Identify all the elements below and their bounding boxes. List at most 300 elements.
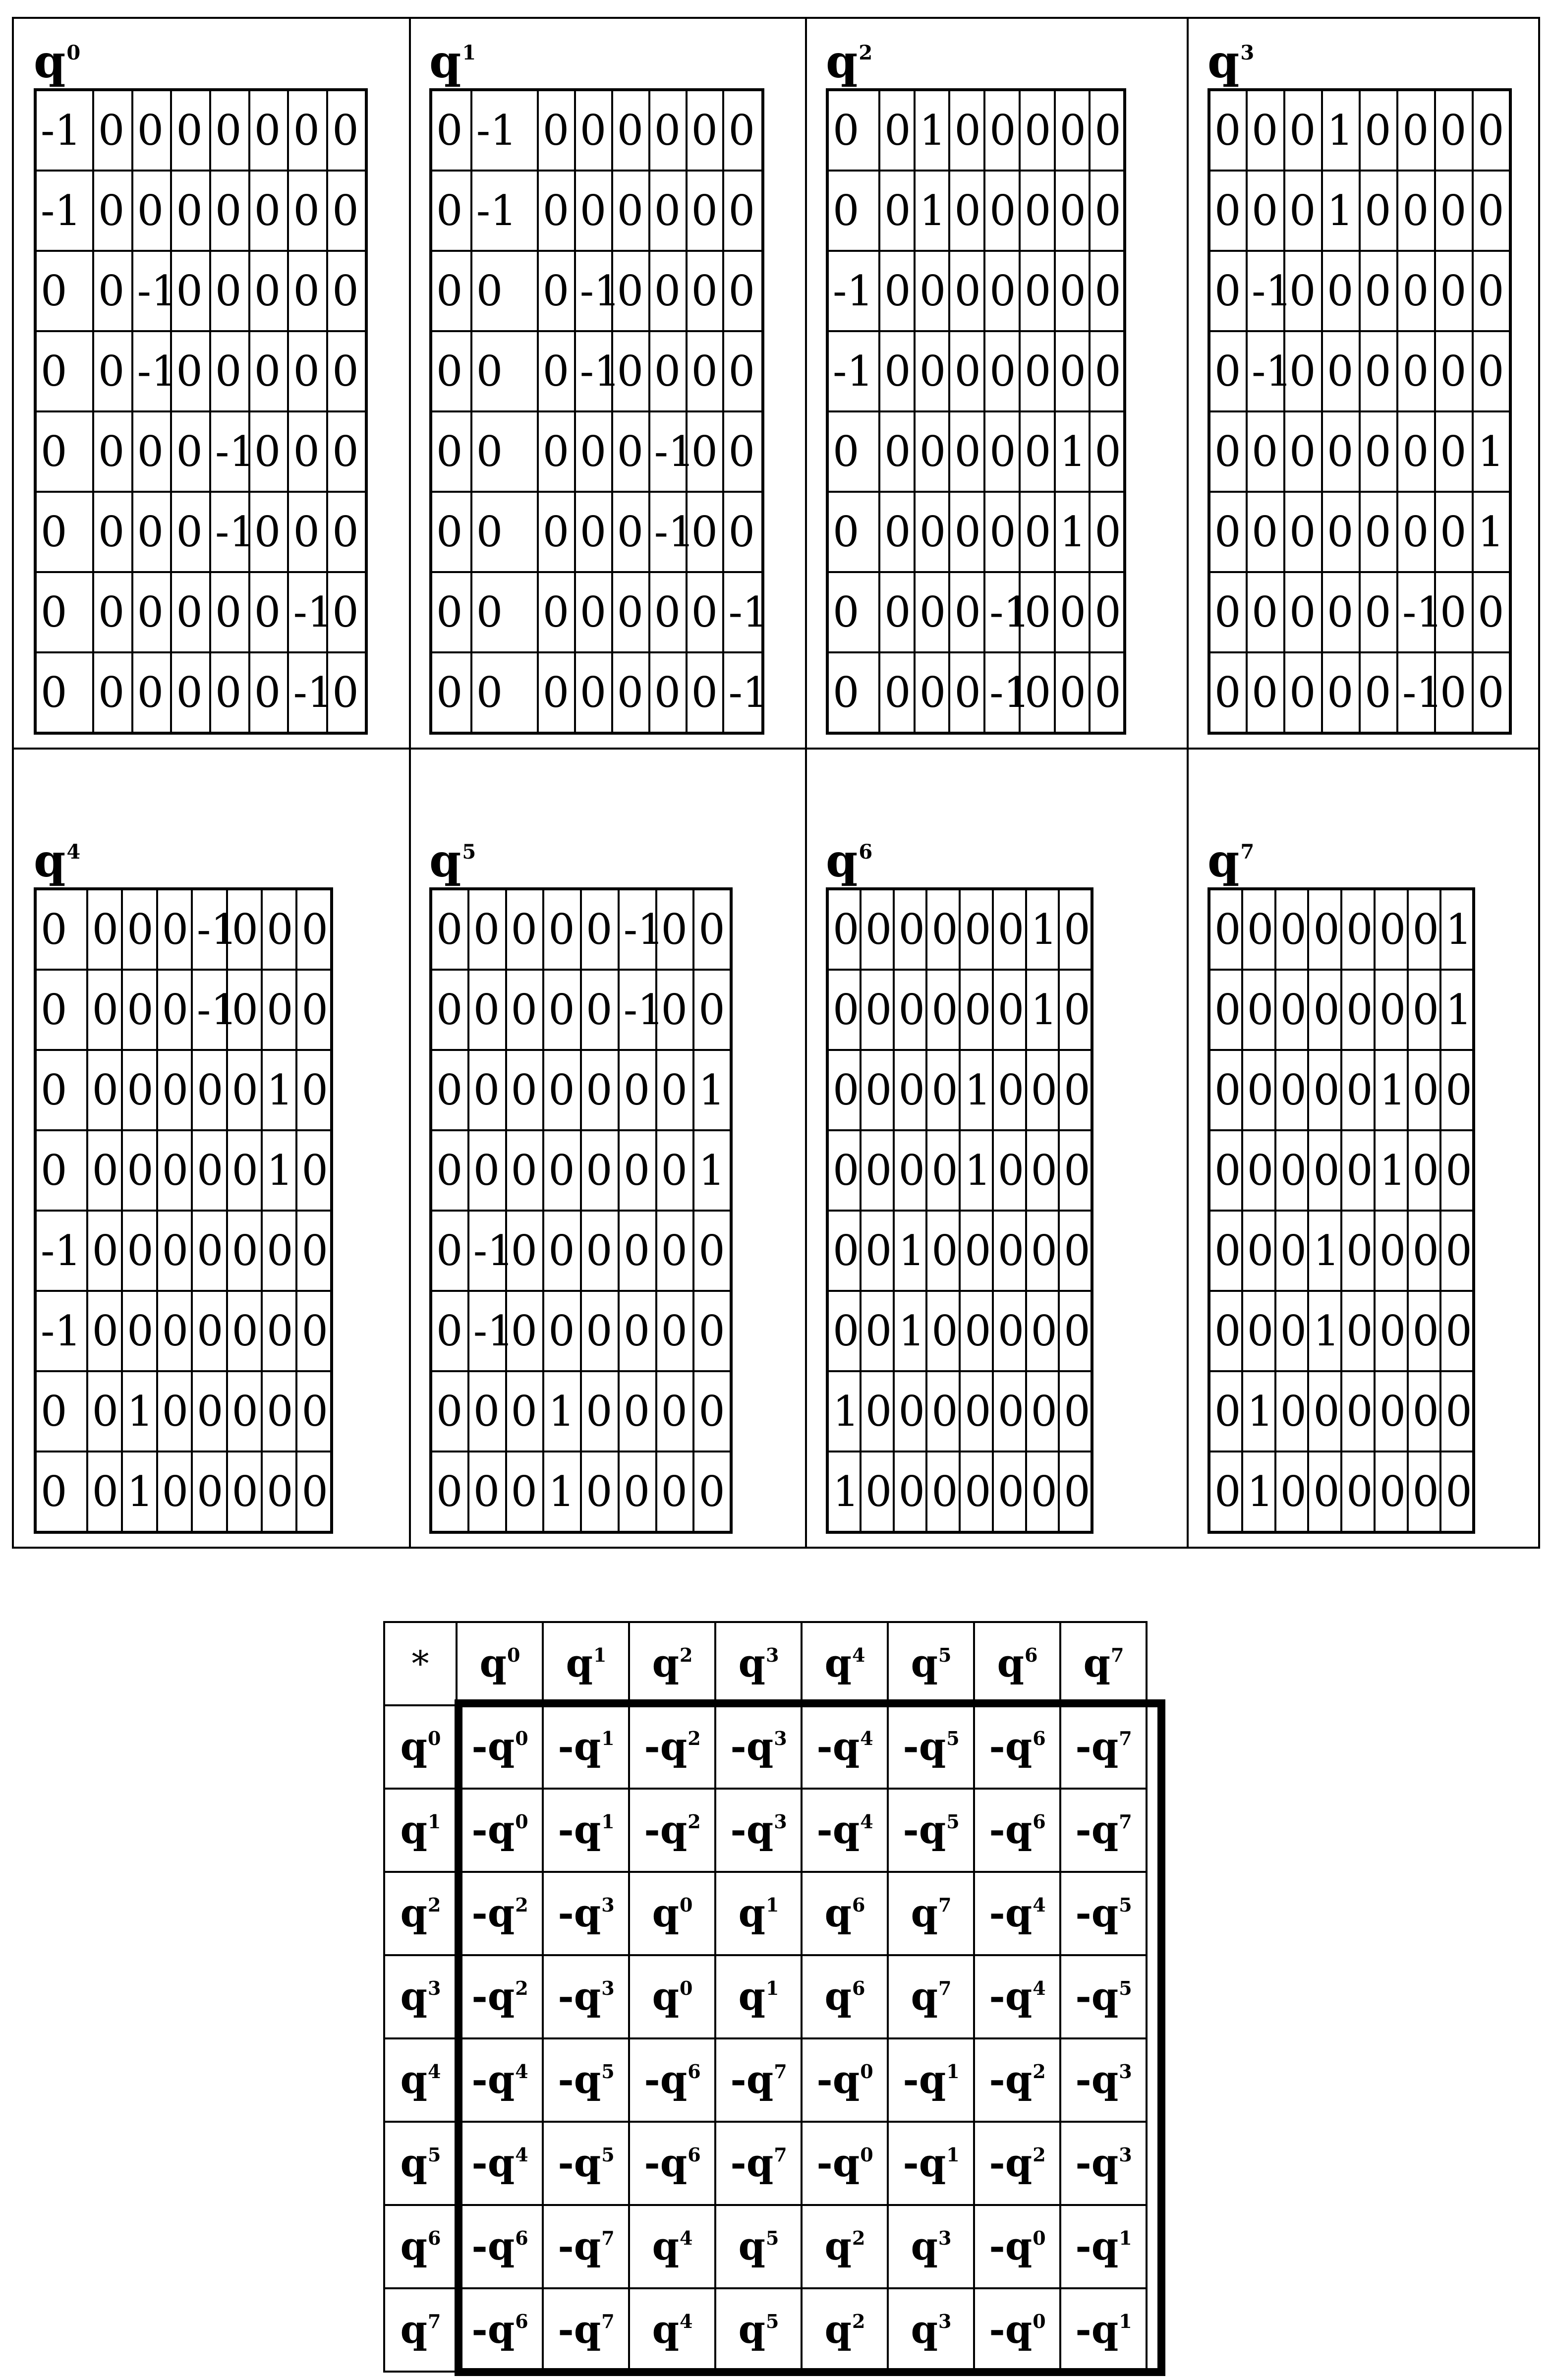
q-index: 6 <box>688 2144 701 2166</box>
matrix-cell: 0 <box>879 652 915 733</box>
matrix-row <box>35 171 366 251</box>
matrix-cell: 0 <box>1026 1211 1059 1291</box>
mult-corner: * <box>384 1622 457 1705</box>
matrix-cell: 0 <box>296 1371 332 1451</box>
matrix-cell: 0 <box>1397 251 1435 331</box>
matrix-cell: 0 <box>1209 970 1242 1050</box>
matrix-cell: 0 <box>687 331 724 411</box>
q-letter: q <box>1207 834 1240 887</box>
matrix-row <box>827 411 1125 492</box>
matrix-cell: 0 <box>227 1371 262 1451</box>
mult-product-cell <box>888 1789 974 1872</box>
matrix-cell: 0 <box>87 1211 122 1291</box>
q-letter: q <box>1005 2141 1033 2186</box>
q-letter: q <box>574 2307 601 2352</box>
matrix-cell: 0 <box>1284 492 1322 572</box>
matrix-row <box>1209 492 1510 572</box>
matrix-cell: 0 <box>1090 572 1125 652</box>
matrix-cell: 0 <box>87 1130 122 1211</box>
matrix-cell: 0 <box>879 90 915 171</box>
matrix-cell: 0 <box>827 1211 861 1291</box>
q-index: 0 <box>860 2060 873 2083</box>
matrix-cell: 0 <box>431 1130 468 1211</box>
mult-product-cell <box>629 1705 715 1789</box>
matrix-cell: 0 <box>1275 1130 1309 1211</box>
matrix-cell: 1 <box>1308 1291 1341 1371</box>
matrix-cell: 0 <box>693 970 731 1050</box>
q-index: 2 <box>515 1977 528 1999</box>
matrix-cell: -1 <box>619 970 656 1050</box>
matrix-cell: 0 <box>1090 90 1125 171</box>
matrix-cell: 0 <box>612 492 649 572</box>
matrix-cell: 0 <box>649 171 687 251</box>
matrix-cell: 0 <box>612 251 649 331</box>
q-index: 0 <box>507 1644 520 1666</box>
matrix-cell: 0 <box>35 1371 87 1451</box>
q-letter: q <box>479 1641 507 1686</box>
q-index: 5 <box>428 2144 441 2166</box>
matrix-cell: 0 <box>1308 970 1341 1050</box>
q-index: 3 <box>774 1810 787 1833</box>
matrix-cell: -1 <box>210 492 249 572</box>
matrix-cell: 0 <box>1284 90 1322 171</box>
matrix-cell: 0 <box>1242 1130 1275 1211</box>
q-letter: q <box>1091 2057 1119 2102</box>
matrix-cell: 0 <box>687 652 724 733</box>
q-letter: q <box>487 1724 515 1769</box>
q-index: 4 <box>860 1727 873 1749</box>
matrix-cell: 0 <box>1209 1291 1242 1371</box>
mult-product-cell <box>802 2288 888 2372</box>
q-letter: q <box>1005 2224 1033 2269</box>
mult-col-header <box>543 1622 629 1705</box>
mult-product-cell <box>1060 1789 1147 1872</box>
matrix-cell: 1 <box>894 1211 927 1291</box>
sign: - <box>558 2141 574 2186</box>
matrix-cell: 0 <box>1020 90 1055 171</box>
matrix-cell: 0 <box>993 1050 1026 1130</box>
matrix-cell: 0 <box>926 970 960 1050</box>
q-letter: q <box>746 1724 774 1769</box>
q-letter: q <box>574 1974 601 2019</box>
matrix-cell: 0 <box>575 492 612 572</box>
matrix-cell: 0 <box>1408 1371 1441 1451</box>
matrix-cell: 0 <box>723 331 763 411</box>
mult-product-cell <box>1060 1705 1147 1789</box>
mult-product-cell <box>1060 2038 1147 2122</box>
matrix-cell: -1 <box>827 331 879 411</box>
sign: - <box>1075 1891 1092 1936</box>
q-index: 5 <box>1119 1977 1132 1999</box>
matrix-row <box>35 1371 332 1451</box>
matrix-cell: 0 <box>1322 411 1360 492</box>
mult-row-header <box>384 2288 457 2372</box>
matrix-cell: 0 <box>192 1211 227 1291</box>
matrix-cell: 0 <box>327 331 366 411</box>
mult-product-cell <box>543 2122 629 2205</box>
matrix-cell: 0 <box>619 1291 656 1371</box>
matrix-cell: 0 <box>693 1211 731 1291</box>
matrix-cell: 0 <box>506 1130 544 1211</box>
matrix-cell: 0 <box>687 411 724 492</box>
matrix-cell: 0 <box>506 1211 544 1291</box>
q-index: 1 <box>766 1977 779 1999</box>
matrix-cell: 0 <box>249 251 288 331</box>
matrix-cell: 0 <box>827 411 879 492</box>
matrix-cell: 0 <box>993 1130 1026 1211</box>
matrix-cell: 0 <box>1375 1211 1408 1291</box>
matrix-cell: 0 <box>157 1211 192 1291</box>
matrix-cell: 0 <box>575 572 612 652</box>
matrix-row <box>827 889 1092 970</box>
q-letter: q <box>997 1641 1025 1686</box>
matrix-q0 <box>34 88 368 735</box>
q-index: 4 <box>852 1644 865 1666</box>
matrix-cell: 0 <box>1055 331 1090 411</box>
sign: - <box>471 1807 488 1853</box>
matrix-cell: 0 <box>227 1291 262 1371</box>
matrix-cell: 0 <box>1322 652 1360 733</box>
q-index: 7 <box>1240 840 1255 864</box>
mult-product-cell <box>974 2288 1060 2372</box>
q-index: 2 <box>688 1727 701 1749</box>
panel-divider-middle <box>14 748 1538 750</box>
matrix-cell: 0 <box>122 1130 157 1211</box>
matrix-cell: 0 <box>1059 1211 1092 1291</box>
mult-product-cell <box>543 1872 629 1955</box>
q-index: 4 <box>860 1810 873 1833</box>
q-index: 2 <box>1033 2060 1046 2083</box>
matrix-cell: 0 <box>1242 1050 1275 1130</box>
q-letter: q <box>652 2224 680 2269</box>
matrix-cell: 0 <box>612 171 649 251</box>
q-letter: q <box>400 1974 428 2019</box>
q-letter: q <box>400 2224 428 2269</box>
mult-product-cell <box>974 1872 1060 1955</box>
matrix-cell: 0 <box>1360 572 1397 652</box>
q-index: 6 <box>852 1977 865 1999</box>
matrix-row <box>431 652 763 733</box>
matrix-cell: 0 <box>1375 889 1408 970</box>
sign: - <box>644 1724 660 1769</box>
mult-product-cell <box>457 1789 543 1872</box>
mult-product-cell <box>629 2288 715 2372</box>
matrix-cell: 0 <box>993 889 1026 970</box>
q-letter: q <box>400 2057 428 2102</box>
mult-product-cell <box>802 1705 888 1789</box>
matrix-cell: 1 <box>1242 1451 1275 1532</box>
matrix-cell: 0 <box>575 652 612 733</box>
matrix-cell: 1 <box>1026 889 1059 970</box>
matrix-cell: 0 <box>1055 572 1090 652</box>
matrix-cell: 0 <box>926 1451 960 1532</box>
matrix-row <box>827 1371 1092 1451</box>
q-letter: q <box>832 2057 860 2102</box>
matrix-cell: 0 <box>915 411 950 492</box>
matrix-cell: 0 <box>122 1291 157 1371</box>
q-index: 0 <box>680 1977 693 1999</box>
matrix-q1 <box>429 88 769 735</box>
matrix-cell: 0 <box>1440 1211 1474 1291</box>
q-index: 5 <box>766 2310 779 2332</box>
matrix-cell: -1 <box>35 90 93 171</box>
q-letter: q <box>738 2307 766 2352</box>
q-letter: q <box>1091 2224 1119 2269</box>
matrix-cell: 0 <box>288 251 327 331</box>
matrix-cell: 0 <box>1209 652 1247 733</box>
matrix-cell: 0 <box>543 970 581 1050</box>
matrix-cell: 0 <box>1247 492 1284 572</box>
matrix-row <box>827 1211 1092 1291</box>
matrix-cell: 0 <box>949 251 984 331</box>
matrix-cell: 0 <box>327 411 366 492</box>
matrix-cell: 0 <box>262 1211 296 1291</box>
q-index: 1 <box>946 2144 960 2166</box>
matrix-cell: 0 <box>157 1050 192 1130</box>
matrix-cell: 0 <box>87 1451 122 1532</box>
matrix-cell: 0 <box>693 889 731 970</box>
matrix-cell: 0 <box>1322 331 1360 411</box>
q-letter: q <box>400 2307 428 2352</box>
matrix-row <box>35 411 366 492</box>
matrix-row <box>1209 1451 1474 1532</box>
q-letter: q <box>400 2141 428 2186</box>
matrix-cell: 0 <box>1397 492 1435 572</box>
matrix-cell: 0 <box>656 970 694 1050</box>
matrix-title-q3 <box>1207 35 1255 88</box>
matrix-cell: 0 <box>1308 1451 1341 1532</box>
matrix-cell: -1 <box>471 90 538 171</box>
matrix-cell: 0 <box>93 171 132 251</box>
sign: - <box>989 1807 1005 1853</box>
matrix-cell: 0 <box>1408 889 1441 970</box>
matrix-cell: 0 <box>431 251 471 331</box>
matrix-q5 <box>429 887 733 1534</box>
q-index: 6 <box>688 2060 701 2083</box>
mult-product-cell <box>457 2205 543 2288</box>
sign: - <box>730 2141 747 2186</box>
matrix-cell: 0 <box>1408 1130 1441 1211</box>
q-letter: q <box>400 1807 428 1853</box>
matrix-cell: 0 <box>157 1371 192 1451</box>
matrix-row <box>35 652 366 733</box>
matrix-cell: 0 <box>1247 572 1284 652</box>
q-letter: q <box>652 2307 680 2352</box>
mult-product-cell <box>888 1705 974 1789</box>
matrix-cell: 0 <box>249 492 288 572</box>
q-index: 7 <box>774 2144 787 2166</box>
mult-product-cell <box>629 1872 715 1955</box>
matrix-cell: 0 <box>656 1211 694 1291</box>
matrix-cell: 0 <box>35 652 93 733</box>
matrix-cell: 0 <box>827 970 861 1050</box>
matrix-cell: 0 <box>1020 331 1055 411</box>
q-index: 2 <box>428 1894 441 1916</box>
matrix-cell: 0 <box>87 1050 122 1130</box>
matrix-cell: 0 <box>1209 1371 1242 1451</box>
matrix-row <box>827 251 1125 331</box>
matrix-cell: 0 <box>431 970 468 1050</box>
matrix-cell: 0 <box>538 331 575 411</box>
matrix-cell: 0 <box>894 1451 927 1532</box>
matrix-cell: 0 <box>227 1130 262 1211</box>
matrix-cell: 0 <box>693 1371 731 1451</box>
matrix-row <box>1209 90 1510 171</box>
q-letter: q <box>832 1724 860 1769</box>
matrix-row <box>431 90 763 171</box>
matrix-cell: 1 <box>915 171 950 251</box>
matrix-cell: 0 <box>471 572 538 652</box>
q-letter: q <box>487 2141 515 2186</box>
matrix-row <box>431 572 763 652</box>
matrix-cell: 0 <box>538 411 575 492</box>
matrix-cell: -1 <box>192 889 227 970</box>
matrix-row <box>35 1451 332 1532</box>
matrix-cell: 0 <box>619 1451 656 1532</box>
q-index: 6 <box>1033 1810 1046 1833</box>
matrix-cell: 0 <box>1360 411 1397 492</box>
mult-product-cell <box>629 1789 715 1872</box>
matrix-row <box>35 1050 332 1130</box>
q-index: 1 <box>462 41 476 64</box>
matrix-cell: 0 <box>122 970 157 1050</box>
matrix-cell: 1 <box>693 1050 731 1130</box>
matrix-cell: 0 <box>296 1291 332 1371</box>
mult-product-cell <box>715 2205 802 2288</box>
sign: - <box>903 2141 919 2186</box>
matrix-cell: 0 <box>1308 1130 1341 1211</box>
matrix-cell: 0 <box>1341 1130 1375 1211</box>
matrix-cell: 0 <box>1247 652 1284 733</box>
q-letter: q <box>660 1807 688 1853</box>
matrix-cell: 0 <box>1408 1451 1441 1532</box>
matrix-cell: 0 <box>656 889 694 970</box>
mult-product-cell <box>715 2122 802 2205</box>
q-letter: q <box>487 2307 515 2352</box>
matrix-cell: 0 <box>431 1211 468 1291</box>
matrix-cell: 1 <box>1473 411 1510 492</box>
mult-product-cell <box>1060 2122 1147 2205</box>
matrix-cell: 0 <box>581 1371 619 1451</box>
matrix-cell: 0 <box>288 171 327 251</box>
matrix-cell: 0 <box>122 1050 157 1130</box>
matrix-cell: 0 <box>993 1371 1026 1451</box>
matrix-cell: -1 <box>575 251 612 331</box>
matrix-cell: 1 <box>1055 411 1090 492</box>
matrix-cell: 0 <box>1059 970 1092 1050</box>
matrix-cell: 0 <box>431 652 471 733</box>
sign: - <box>1075 2224 1092 2269</box>
matrix-cell: 0 <box>471 492 538 572</box>
matrix-cell: 0 <box>1026 1130 1059 1211</box>
matrix-cell: 0 <box>1375 970 1408 1050</box>
matrix-cell: 0 <box>1435 492 1473 572</box>
q-letter: q <box>1005 1807 1033 1853</box>
matrix-cell: 0 <box>723 171 763 251</box>
panel-divider-1 <box>409 19 411 1547</box>
matrix-cell: 0 <box>1247 171 1284 251</box>
matrix-cell: 0 <box>1020 171 1055 251</box>
q-letter: q <box>919 2141 946 2186</box>
q-index: 1 <box>1119 2227 1132 2249</box>
matrix-row <box>35 251 366 331</box>
q-index: 0 <box>515 1727 528 1749</box>
matrix-cell: 0 <box>132 572 172 652</box>
sign: - <box>471 1891 488 1936</box>
mult-product-cell <box>715 2288 802 2372</box>
q-index: 7 <box>938 1894 952 1916</box>
matrix-cell: 0 <box>1209 411 1247 492</box>
mult-row <box>384 2122 1147 2205</box>
q-index: 2 <box>1033 2144 1046 2166</box>
sign: - <box>989 1724 1005 1769</box>
q-letter: q <box>1005 1891 1033 1936</box>
matrix-row <box>1209 970 1474 1050</box>
matrix-cell: -1 <box>723 572 763 652</box>
matrix-row <box>35 889 332 970</box>
q-letter: q <box>574 1724 601 1769</box>
matrix-cell: 0 <box>538 251 575 331</box>
matrix-cell: 0 <box>543 1130 581 1211</box>
matrix-cell: 0 <box>1275 1211 1309 1291</box>
matrix-cell: 0 <box>723 251 763 331</box>
q-index: 6 <box>1025 1644 1038 1666</box>
sign: - <box>816 1724 833 1769</box>
panel-divider-3 <box>1187 19 1189 1547</box>
q-index: 5 <box>462 840 476 864</box>
mult-row <box>384 1705 1147 1789</box>
matrix-cell: 0 <box>93 652 132 733</box>
matrix-row <box>431 411 763 492</box>
mult-product-cell <box>974 1705 1060 1789</box>
matrix-cell: 1 <box>693 1130 731 1211</box>
matrix-cell: 0 <box>87 1291 122 1371</box>
matrix-cell: 0 <box>431 90 471 171</box>
mult-row-header <box>384 1789 457 1872</box>
matrix-cell: 0 <box>431 331 471 411</box>
q-letter: q <box>919 1807 946 1853</box>
matrix-cell: 0 <box>1020 492 1055 572</box>
matrix-cell: 0 <box>1375 1371 1408 1451</box>
matrix-cell: 0 <box>649 572 687 652</box>
matrix-cell: 0 <box>87 970 122 1050</box>
mult-product-cell <box>974 2038 1060 2122</box>
matrix-cell: 0 <box>575 411 612 492</box>
matrix-cell: 0 <box>1435 331 1473 411</box>
matrix-cell: 1 <box>1473 492 1510 572</box>
matrix-cell: 0 <box>926 1050 960 1130</box>
mult-product-cell <box>802 1955 888 2038</box>
matrix-cell: 0 <box>1275 1291 1309 1371</box>
matrix-cell: 0 <box>827 1050 861 1130</box>
matrix-cell: 0 <box>506 889 544 970</box>
matrix-row <box>1209 1130 1474 1211</box>
q-index: 0 <box>860 2144 873 2166</box>
matrix-cell: 0 <box>1020 572 1055 652</box>
matrix-cell: 0 <box>1341 1371 1375 1451</box>
q-index: 7 <box>601 2227 615 2249</box>
q-index: 4 <box>428 2060 441 2083</box>
matrix-cell: 0 <box>1059 1050 1092 1130</box>
matrix-cell: 0 <box>949 171 984 251</box>
matrix-cell: 0 <box>171 411 210 492</box>
q-index: 7 <box>1119 1727 1132 1749</box>
matrix-cell: -1 <box>132 251 172 331</box>
q-index: 7 <box>774 2060 787 2083</box>
matrix-cell: 0 <box>171 171 210 251</box>
matrix-cell: 0 <box>227 889 262 970</box>
matrix-cell: 0 <box>1408 970 1441 1050</box>
